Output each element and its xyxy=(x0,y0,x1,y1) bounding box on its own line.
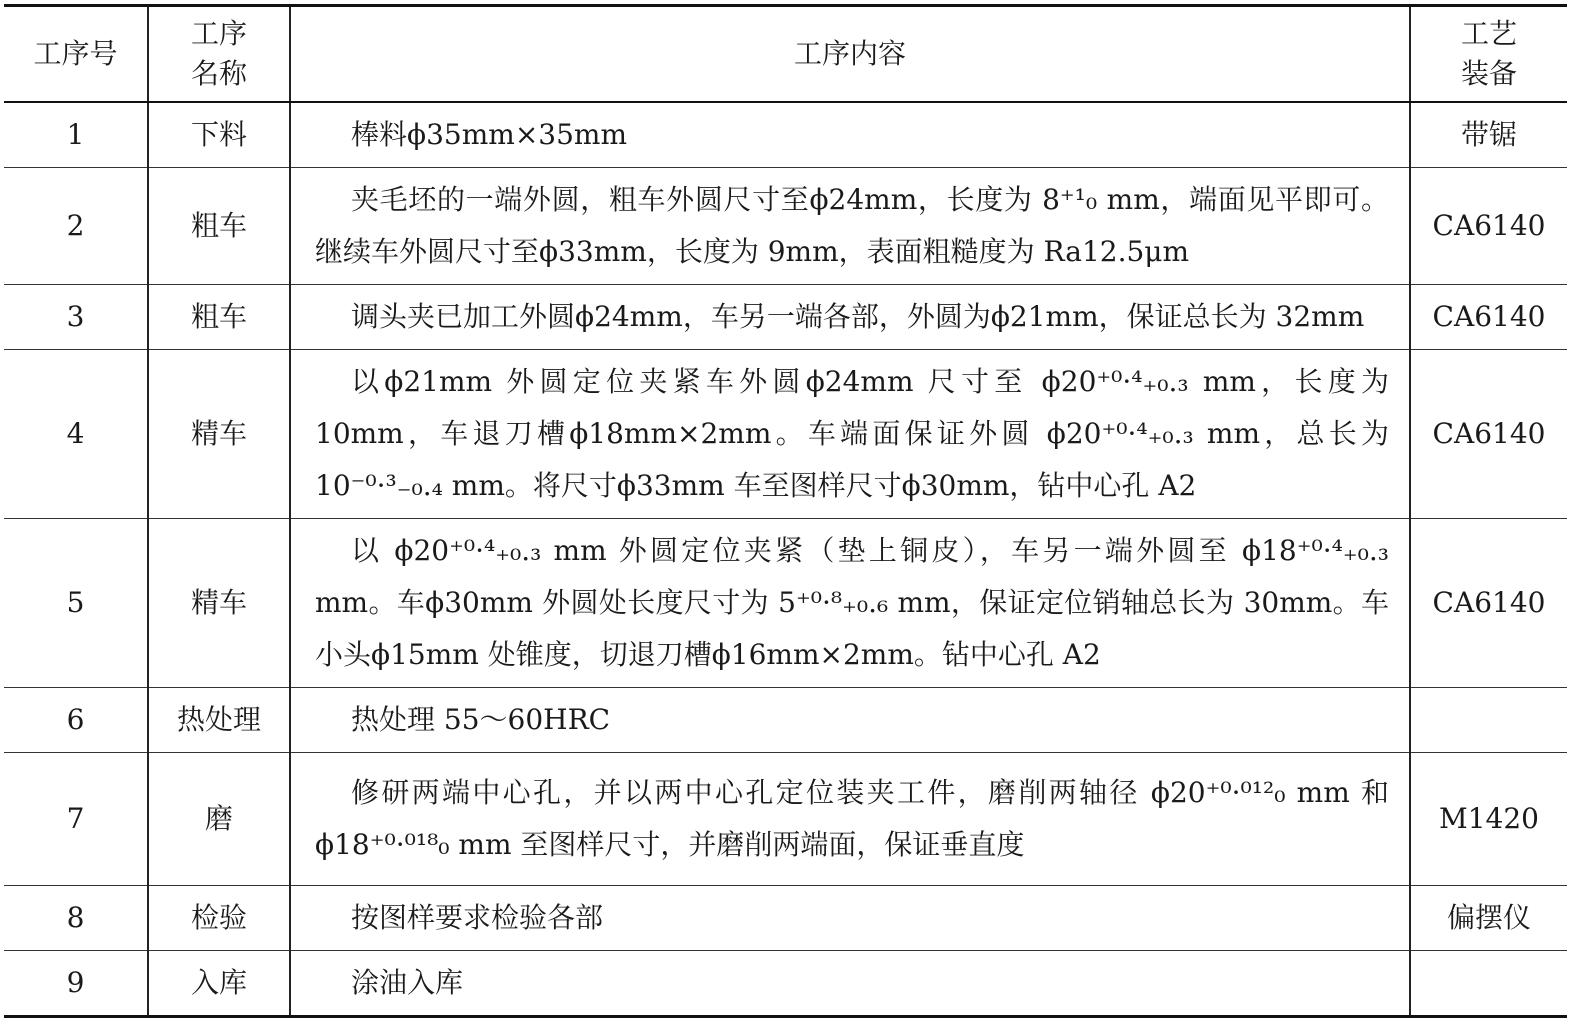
equipment-cell: CA6140 xyxy=(1410,168,1567,285)
process-number-cell: 4 xyxy=(4,350,148,519)
process-name-cell: 磨 xyxy=(148,753,290,886)
process-table xyxy=(4,4,1567,1018)
process-name-cell: 入库 xyxy=(148,951,290,1017)
header-process-number-label: 工序号 xyxy=(33,37,118,71)
header-equipment-line2: 装备 xyxy=(1460,57,1517,90)
table-row xyxy=(4,102,1567,168)
header-row xyxy=(4,6,1567,103)
process-content-text: 涂油入库 xyxy=(351,966,464,999)
process-name-cell: 精车 xyxy=(148,350,290,519)
process-content-cell xyxy=(290,519,1410,688)
equipment-cell: CA6140 xyxy=(1410,519,1567,688)
equipment-cell xyxy=(1410,951,1567,1017)
table-row xyxy=(4,688,1567,753)
table-row xyxy=(4,951,1567,1017)
process-content-cell xyxy=(290,688,1410,753)
process-number-cell: 6 xyxy=(4,688,148,753)
process-number-cell: 1 xyxy=(4,102,148,168)
process-content-cell xyxy=(290,102,1410,168)
process-number-cell: 9 xyxy=(4,951,148,1017)
process-table-frame xyxy=(4,4,1567,1018)
table-row xyxy=(4,886,1567,951)
process-number-cell: 8 xyxy=(4,886,148,951)
table-row xyxy=(4,753,1567,886)
process-content-cell xyxy=(290,886,1410,951)
process-number-cell: 2 xyxy=(4,168,148,285)
header-process-content xyxy=(290,6,1410,103)
process-name-cell: 粗车 xyxy=(148,168,290,285)
equipment-cell: M1420 xyxy=(1410,753,1567,886)
process-content-cell xyxy=(290,168,1410,285)
equipment-cell: CA6140 xyxy=(1410,285,1567,350)
header-process-name-line1: 工序 xyxy=(190,17,247,50)
process-content-cell xyxy=(290,350,1410,519)
process-number-cell: 5 xyxy=(4,519,148,688)
table-body xyxy=(4,102,1567,1017)
header-process-content-label: 工序内容 xyxy=(793,37,906,71)
header-process-name xyxy=(148,6,290,103)
process-content-cell xyxy=(290,951,1410,1017)
header-process-number xyxy=(4,6,148,103)
process-number-cell: 3 xyxy=(4,285,148,350)
process-content-text: 调头夹已加工外圆ϕ24mm，车另一端各部，外圆为ϕ21mm，保证总长为 32mm xyxy=(351,300,1365,333)
process-name-cell: 下料 xyxy=(148,102,290,168)
process-content-text: 棒料ϕ35mm×35mm xyxy=(351,118,628,151)
process-content-text: 按图样要求检验各部 xyxy=(351,901,604,934)
equipment-cell: CA6140 xyxy=(1410,350,1567,519)
header-equipment-line1: 工艺 xyxy=(1460,17,1517,50)
process-content-text: 夹毛坯的一端外圆，粗车外圆尺寸至ϕ24mm，长度为 8⁺¹₀ mm，端面见平即可。继续车外圆尺寸至ϕ33mm，长度为 9mm，表面粗糙度为 Ra12.5μm xyxy=(315,183,1389,268)
process-name-cell: 精车 xyxy=(148,519,290,688)
equipment-cell xyxy=(1410,688,1567,753)
process-number-cell: 7 xyxy=(4,753,148,886)
equipment-cell: 偏摆仪 xyxy=(1410,886,1567,951)
table-row xyxy=(4,285,1567,350)
process-content-text: 修研两端中心孔，并以两中心孔定位装夹工件，磨削两轴径 ϕ20⁺⁰·⁰¹²₀ mm 和 ϕ18⁺⁰·⁰¹⁸₀ mm 至图样尺寸，并磨削两端面，保证垂直度 xyxy=(315,776,1389,861)
process-name-cell: 热处理 xyxy=(148,688,290,753)
table-row xyxy=(4,350,1567,519)
header-process-name-line2: 名称 xyxy=(190,57,247,90)
table-row xyxy=(4,168,1567,285)
table-header xyxy=(4,6,1567,103)
process-name-cell: 检验 xyxy=(148,886,290,951)
process-name-cell: 粗车 xyxy=(148,285,290,350)
header-equipment xyxy=(1410,6,1567,103)
equipment-cell: 带锯 xyxy=(1410,102,1567,168)
process-content-text: 热处理 55～60HRC xyxy=(351,703,611,736)
process-content-cell xyxy=(290,753,1410,886)
table-row xyxy=(4,519,1567,688)
process-content-cell xyxy=(290,285,1410,350)
process-content-text: 以ϕ21mm 外圆定位夹紧车外圆ϕ24mm 尺寸至 ϕ20⁺⁰·⁴₊₀.₃ mm，长度为 10mm，车退刀槽ϕ18mm×2mm。车端面保证外圆 ϕ20⁺⁰·⁴₊₀.₃ mm，总长为 10⁻⁰·³₋₀.₄ mm。将尺寸ϕ33mm 车至图样尺寸ϕ30mm，钻中心孔 A2 xyxy=(315,365,1389,502)
process-content-text: 以 ϕ20⁺⁰·⁴₊₀.₃ mm 外圆定位夹紧（垫上铜皮），车另一端外圆至 ϕ18⁺⁰·⁴₊₀.₃ mm。车ϕ30mm 外圆处长度尺寸为 5⁺⁰·⁸₊₀.₆ mm，保证定位销轴总长为 30mm。车小头ϕ15mm 处锥度，切退刀槽ϕ16mm×2mm。钻中心孔 A2 xyxy=(315,534,1389,671)
